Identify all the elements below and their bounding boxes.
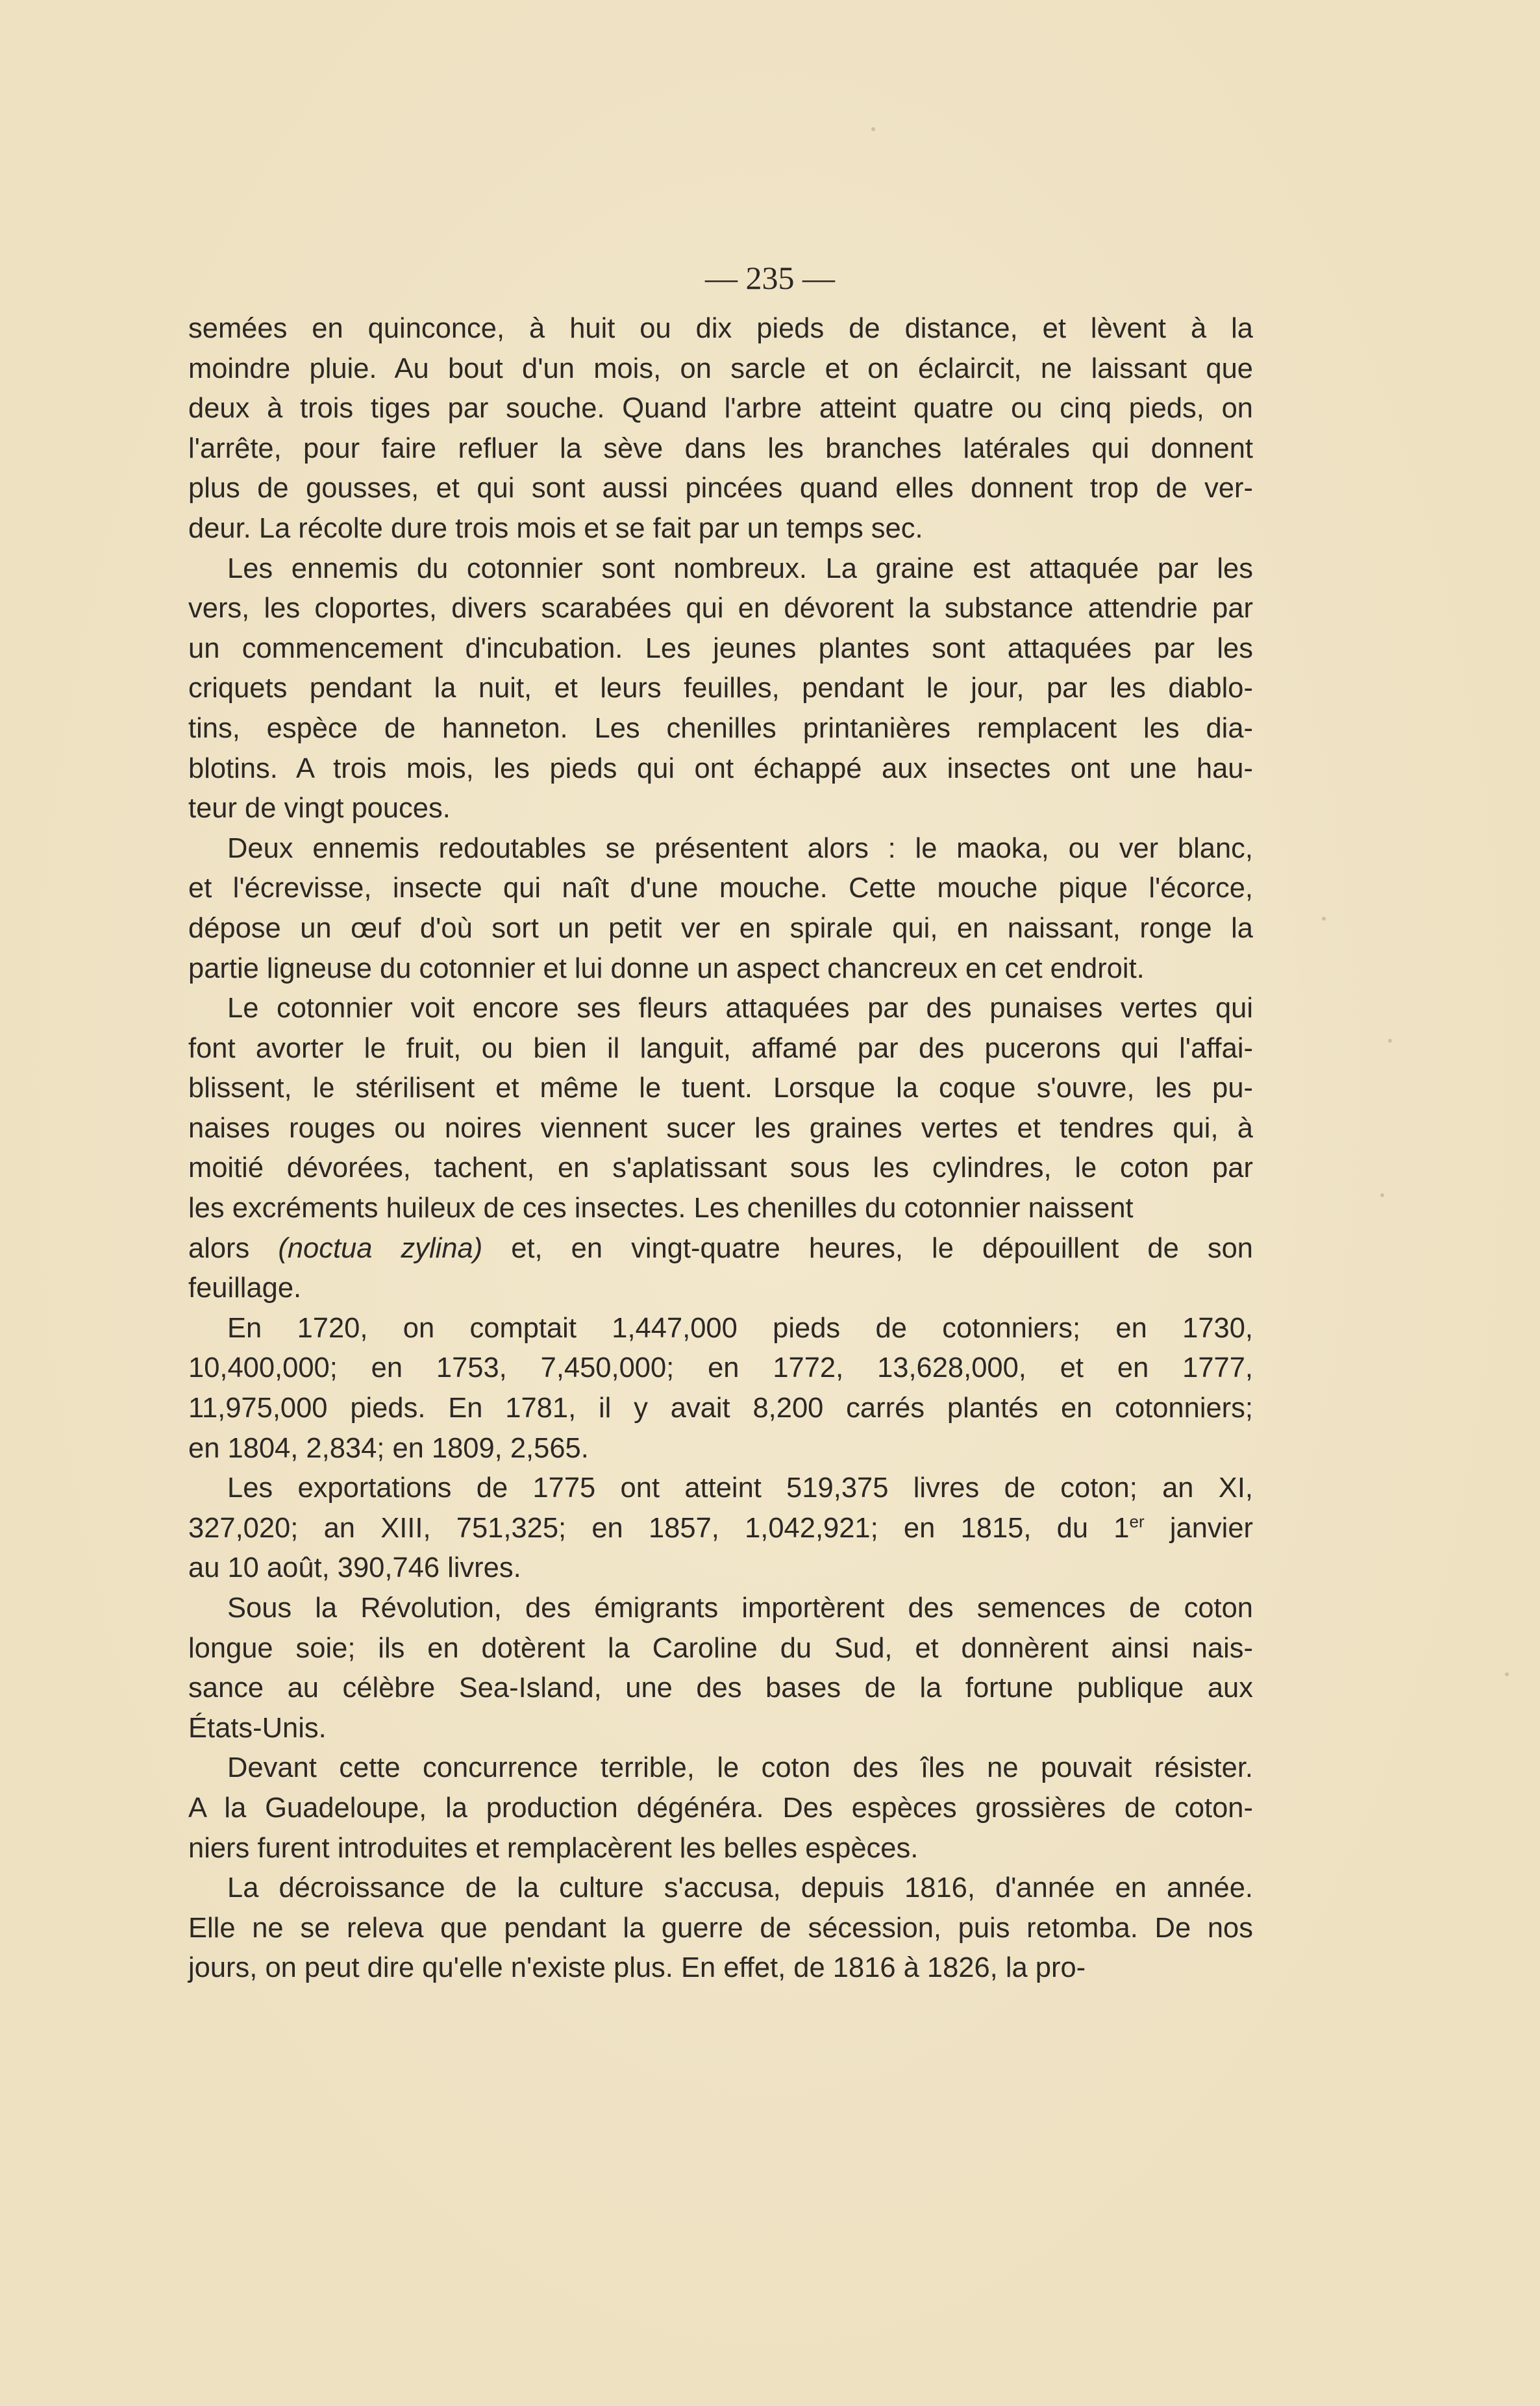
text-line: La décroissance de la culture s'accusa, depuis 1816, d'année en année. <box>227 1872 1253 1904</box>
paragraph <box>188 549 1253 829</box>
ordinal-superscript: er <box>1129 1511 1145 1532</box>
text-line: Les exportations de 1775 ont atteint 519,375 livres de coton; an XI, <box>227 1472 1253 1504</box>
text-line: blotins. A trois mois, les pieds qui ont échappé aux insectes ont une hau- <box>188 752 1253 784</box>
text-line: Les ennemis du cotonnier sont nombreux. La graine est attaquée par les <box>227 552 1253 584</box>
text-segment: janvier <box>1144 1512 1253 1544</box>
ink-speck <box>871 127 875 131</box>
paragraph <box>188 1229 1253 1309</box>
text-segment: et, en vingt-quatre heures, le dépouillent de son <box>482 1232 1253 1264</box>
ink-speck <box>1505 1672 1509 1676</box>
ink-speck <box>1380 1193 1384 1197</box>
text-line: dépose un œuf d'où sort un petit ver en spirale qui, en naissant, ronge la <box>188 912 1253 944</box>
text-line: Devant cette concurrence terrible, le coton des îles ne pouvait résister. <box>227 1752 1253 1784</box>
text-line: jours, on peut dire qu'elle n'existe plus. En effet, de 1816 à 1826, la pro- <box>188 1952 1086 1984</box>
page-body <box>188 309 1253 1989</box>
paragraph <box>188 1748 1253 1868</box>
text-line: l'arrête, pour faire refluer la sève dans les branches latérales qui donnent <box>188 432 1253 464</box>
paragraph <box>188 1469 1253 1589</box>
text-line: 11,975,000 pieds. En 1781, il y avait 8,200 carrés plantés en cotonniers; <box>188 1393 1253 1424</box>
text-line: 10,400,000; en 1753, 7,450,000; en 1772, 13,628,000, et en 1777, <box>188 1352 1253 1384</box>
text-line: États-Unis. <box>188 1712 327 1744</box>
text-line: Deux ennemis redoutables se présentent alors : le maoka, ou ver blanc, <box>227 832 1253 864</box>
text-line: en 1804, 2,834; en 1809, 2,565. <box>188 1432 589 1464</box>
ink-speck <box>1322 917 1326 921</box>
italic-latin-name: (noctua zylina) <box>278 1232 483 1264</box>
text-line: longue soie; ils en dotèrent la Caroline du Sud, et donnèrent ainsi nais- <box>188 1632 1253 1664</box>
text-segment: alors <box>188 1232 279 1264</box>
paragraph <box>188 1589 1253 1748</box>
paragraph <box>188 1868 1253 1989</box>
text-line: au 10 août, 390,746 livres. <box>188 1552 521 1584</box>
text-line: font avorter le fruit, ou bien il languit, affamé par des pucerons qui l'affai- <box>188 1032 1253 1064</box>
text-line: teur de vingt pouces. <box>188 793 451 825</box>
text-line: partie ligneuse du cotonnier et lui donne un aspect chancreux en cet endroit. <box>188 952 1145 984</box>
text-line <box>188 1509 1253 1549</box>
text-line: vers, les cloportes, divers scarabées qui en dévorent la substance attendrie par <box>188 593 1253 625</box>
page-number: — 235 — <box>705 260 835 296</box>
text-line: A la Guadeloupe, la production dégénéra. Des espèces grossières de coton- <box>188 1792 1253 1824</box>
text-line: blissent, le stérilisent et même le tuent. Lorsque la coque s'ouvre, les pu- <box>188 1073 1253 1104</box>
paragraph <box>188 829 1253 989</box>
text-line: moindre pluie. Au bout d'un mois, on sarcle et on éclaircit, ne laissant que <box>188 353 1253 384</box>
text-line <box>188 1229 1253 1269</box>
text-line: les excréments huileux de ces insectes. Les chenilles du cotonnier naissent <box>188 1193 1134 1224</box>
paragraph <box>188 1309 1253 1469</box>
text-segment: 327,020; an XIII, 751,325; en 1857, 1,042,921; en 1815, du 1 <box>188 1512 1130 1544</box>
text-line: Le cotonnier voit encore ses fleurs attaquées par des punaises vertes qui <box>227 993 1253 1024</box>
text-line: naises rouges ou noires viennent sucer les graines vertes et tendres qui, à <box>188 1112 1253 1144</box>
text-line: semées en quinconce, à huit ou dix pieds de distance, et lèvent à la <box>188 313 1253 344</box>
text-line: sance au célèbre Sea-Island, une des bases de la fortune publique aux <box>188 1672 1253 1704</box>
paragraph <box>188 989 1253 1229</box>
text-line: En 1720, on comptait 1,447,000 pieds de cotonniers; en 1730, <box>227 1312 1253 1344</box>
text-line: niers furent introduites et remplacèrent les belles espèces. <box>188 1832 919 1864</box>
text-line: deux à trois tiges par souche. Quand l'arbre atteint quatre ou cinq pieds, on <box>188 393 1253 425</box>
text-line: plus de gousses, et qui sont aussi pincées quand elles donnent trop de ver- <box>188 473 1253 504</box>
text-line: Elle ne se releva que pendant la guerre de sécession, puis retomba. De nos <box>188 1912 1253 1944</box>
text-line: criquets pendant la nuit, et leurs feuilles, pendant le jour, par les diablo- <box>188 673 1253 704</box>
paragraph <box>188 309 1253 549</box>
text-line: feuillage. <box>188 1272 302 1304</box>
text-line: Sous la Révolution, des émigrants importèrent des semences de coton <box>227 1593 1253 1624</box>
text-line: un commencement d'incubation. Les jeunes plantes sont attaquées par les <box>188 632 1253 664</box>
text-line: deur. La récolte dure trois mois et se fait par un temps sec. <box>188 512 923 544</box>
text-line: moitié dévorées, tachent, en s'aplatissant sous les cylindres, le coton par <box>188 1152 1253 1184</box>
text-line: et l'écrevisse, insecte qui naît d'une mouche. Cette mouche pique l'écorce, <box>188 873 1253 904</box>
ink-speck <box>1388 1039 1392 1043</box>
text-line: tins, espèce de hanneton. Les chenilles printanières remplacent les dia- <box>188 712 1253 744</box>
